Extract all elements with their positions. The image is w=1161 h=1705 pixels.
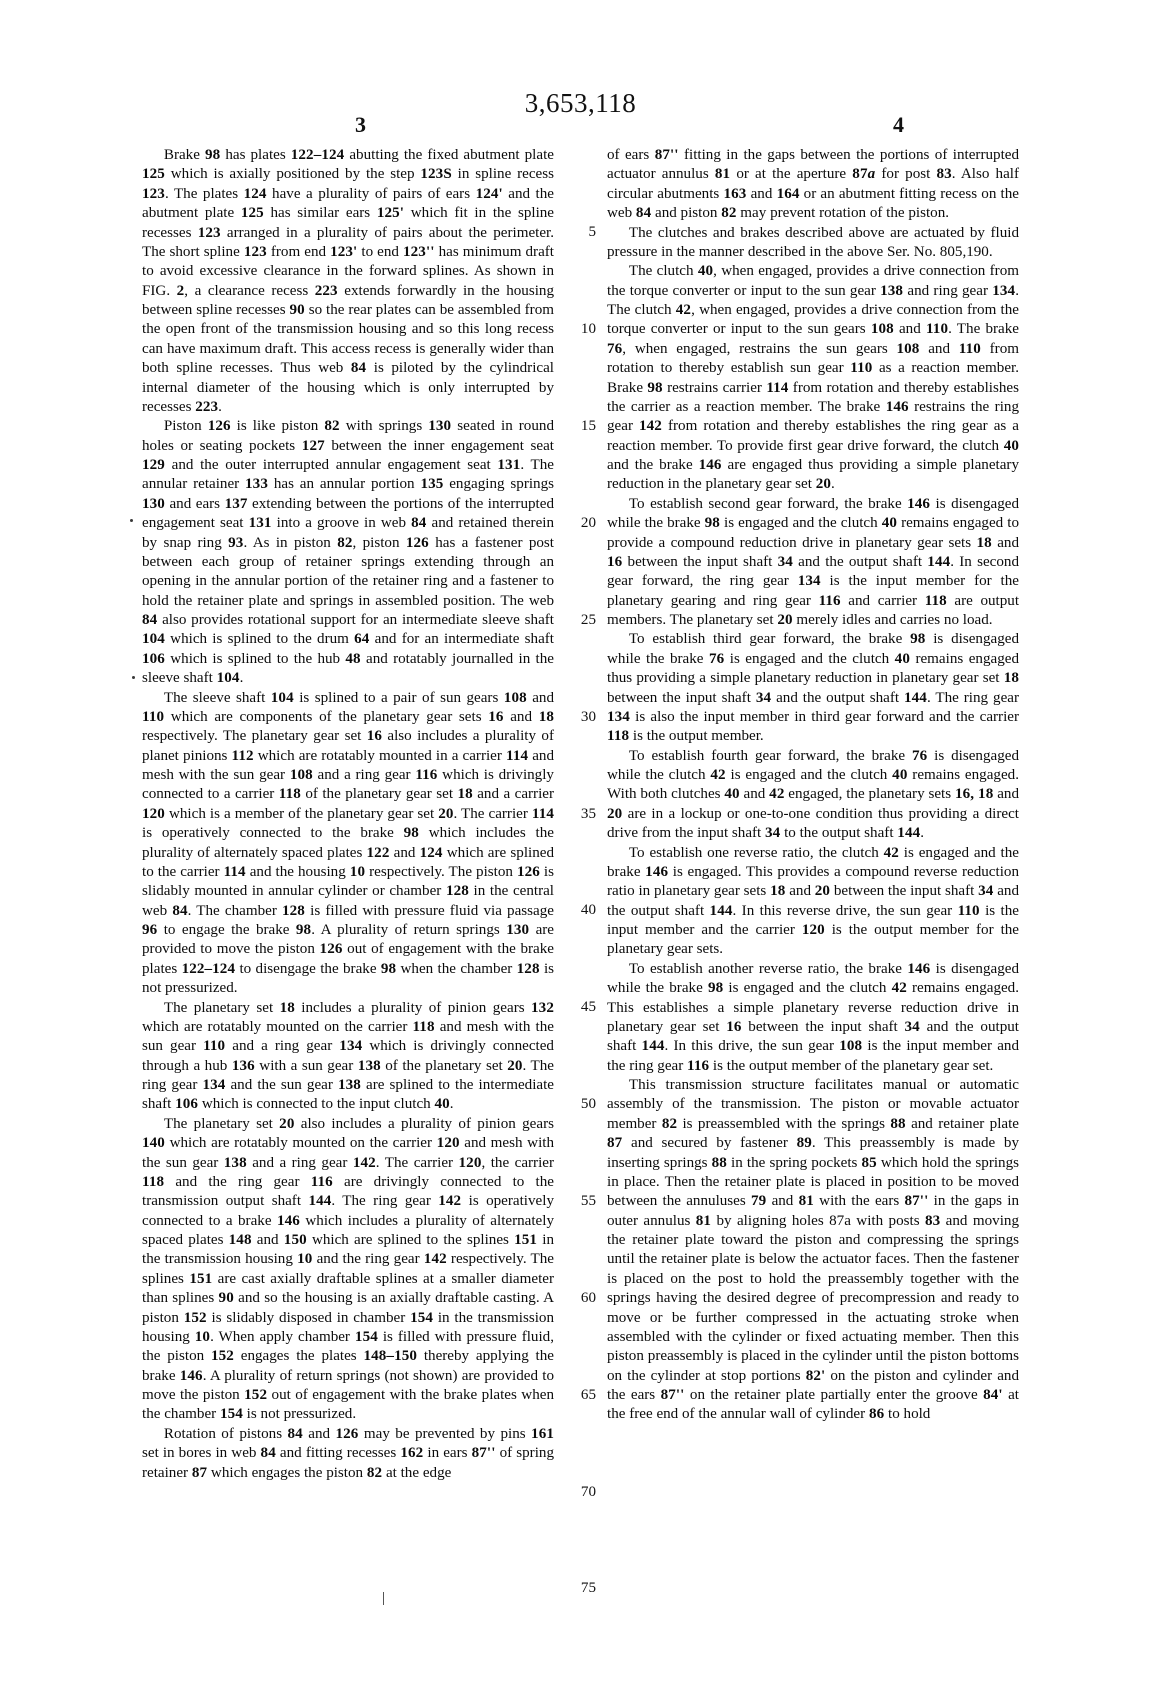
paragraph: Brake 98 has plates 122–124 abutting the fixed abutment plate 125 which is axially positioned by the step 123S in spline recess 123. The plates 124 have a plurality of pairs of ears 124' and the abutment plate 125 has similar ears 125' which fit in the spline recesses 123 arranged in a plurality of pairs about the perimeter. The short spline 123 from end 123' to end 123'' has minimum draft to avoid excessive clearance in the forward splines. As shown in FIG. 2, a clearance recess 223 extends forwardly in the housing between spline recesses 90 so the rear plates can be assembled from the open front of the transmission housing and so this long recess can have maximum draft. This access recess is generally wider than both spline recesses. Thus web 84 is piloted by the cylindrical internal diameter of the housing which is only interrupted by recesses 223. — [142, 147, 555, 415]
line-number: 10 — [580, 321, 596, 338]
paragraph: To establish third gear forward, the brake 98 is disengaged while the brake 76 is engaged and the clutch 40 remains engaged thus providing a simple planetary reduction in planetary gear set 18 between the input shaft 34 and the output shaft 144. The ring gear 134 is also the input member in third gear forward and the carrier 118 is the output member. — [607, 631, 1020, 745]
paragraph: The planetary set 20 also includes a plurality of pinion gears 140 which are rotatably mounted on the carrier 120 and mesh with the sun gear 138 and a ring gear 142. The carrier 120, the carrier 118 and the ring gear 116 are drivingly connected to the transmission output shaft 144. The ring gear 142 is operatively connected to a brake 146 which includes a plurality of alternately spaced plates 148 and 150 which are splined to the splines 151 in the transmission housing 10 and the ring gear 142 respectively. The splines 151 are cast axially draftable splines at a smaller diameter than splines 90 and so the housing is an axially draftable casting. A piston 152 is slidably disposed in chamber 154 in the transmission housing 10. When apply chamber 154 is filled with pressure fluid, the piston 152 engages the plates 148–150 thereby applying the brake 146. A plurality of return springs (not shown) are provided to move the piston 152 out of engagement with the brake plates when the chamber 154 is not pressurized. — [142, 1115, 555, 1423]
column-3-body — [142, 146, 554, 1483]
column-4-body — [607, 146, 1019, 1425]
paragraph: The clutches and brakes described above are actuated by fluid pressure in the manner described in the above Ser. No. 805,190. — [607, 224, 1019, 260]
line-number: 35 — [580, 805, 596, 822]
paragraph: of ears 87'' fitting in the gaps between the portions of interrupted actuator annulus 81 or at the aperture 87a for post 83. Also half circular abutments 163 and 164 or an abutment fitting recess on the web 84 and piston 82 may prevent rotation of the piston. — [607, 147, 1020, 222]
line-number: 45 — [580, 999, 596, 1016]
line-number: 60 — [580, 1289, 596, 1306]
paragraph: The clutch 40, when engaged, provides a drive connection from the torque converter or input to the sun gear 138 and ring gear 134. The clutch 42, when engaged, provides a drive connection from the torque converter or input to the sun gears 108 and 110. The brake 76, when engaged, restrains the sun gears 108 and 110 from rotation to thereby establish sun gear 110 as a reaction member. Brake 98 restrains carrier 114 from rotation and thereby establishes the carrier as a reaction member. The brake 146 restrains the ring gear 142 from rotation and thereby establishes the ring gear as a reaction member. To provide first gear drive forward, the clutch 40 and the brake 146 are engaged thus providing a simple planetary reduction in the planetary gear set 20. — [607, 263, 1020, 493]
line-number: 5 — [588, 224, 596, 241]
scan-artifact-tick — [383, 1592, 384, 1605]
patent-number: 3,653,118 — [524, 88, 637, 118]
paragraph: To establish fourth gear forward, the brake 76 is disengaged while the clutch 42 is engaged and the clutch 40 remains engaged. With both clutches 40 and 42 engaged, the planetary sets 16, 18 and 20 are in a lockup or one-to-one condition thus providing a direct drive from the input shaft 34 to the output shaft 144. — [607, 747, 1019, 842]
line-number: 55 — [580, 1192, 596, 1209]
line-number: 25 — [580, 611, 596, 628]
line-number: 20 — [580, 515, 596, 532]
line-number: 65 — [580, 1386, 596, 1403]
line-number: 15 — [580, 418, 596, 435]
paragraph: To establish second gear forward, the brake 146 is disengaged while the brake 98 is engaged and the clutch 40 remains engaged to provide a compound reduction drive in planetary gear sets 18 and 16 between the input shaft 34 and the output shaft 144. In second gear forward, the ring gear 134 is the input member for the planetary gearing and ring gear 116 and carrier 118 are output members. The planetary set 20 merely idles and carries no load. — [607, 495, 1020, 628]
line-number: 70 — [580, 1483, 596, 1500]
line-number: 50 — [580, 1096, 596, 1113]
paragraph: To establish one reverse ratio, the clutch 42 is engaged and the brake 146 is engaged. This provides a compound reverse reduction ratio in planetary gear sets 18 and 20 between the input shaft 34 and the output shaft 144. In this reverse drive, the sun gear 110 is the input member and the carrier 120 is the output member for the planetary gear sets. — [607, 844, 1020, 958]
scan-artifact-dot — [132, 676, 135, 679]
paragraph: Rotation of pistons 84 and 126 may be prevented by pins 161 set in bores in web 84 and fitting recesses 162 in ears 87'' of spring retainer 87 which engages the piston 82 at the edge — [142, 1425, 554, 1481]
paragraph: Piston 126 is like piston 82 with springs 130 seated in round holes or seating pockets 127 between the inner engagement seat 129 and the outer interrupted annular engagement seat 131. The annular retainer 133 has an annular portion 135 engaging springs 130 and ears 137 extending between the portions of the interrupted engagement seat 131 into a groove in web 84 and retained therein by snap ring 93. As in piston 82, piston 126 has a fastener post between each group of retainer springs extending through an opening in the annular portion of the retainer ring and a fastener to hold the retainer plate and springs in assembled position. The web 84 also provides rotational support for an intermediate sleeve shaft 104 which is splined to the drum 64 and for an intermediate shaft 106 which is splined to the hub 48 and rotatably journalled in the sleeve shaft 104. — [142, 418, 555, 687]
line-number: 30 — [580, 708, 596, 725]
paragraph: This transmission structure facilitates manual or automatic assembly of the transmission. The piston or movable actuator member 82 is preassembled with the springs 88 and retainer plate 87 and secured by fastener 89. This preassembly is made by inserting springs 88 in the spring pockets 85 which hold the springs in place. Then the retainer plate is placed in position to be moved between the annuluses 79 and 81 with the ears 87'' in the gaps in outer annulus 81 by aligning holes 87a with posts 83 and moving the retainer plate toward the piston and compressing the springs until the retainer plate is below the actuator faces. Then the fastener is placed on the post to hold the preassembly together with the springs having the desired degree of precompression and ready to move or be further compressed in the actuating stroke when assembled with the cylinder or fixed actuating member. Then this piston preassembly is placed in the cylinder until the piston bottoms on the cylinder at stop portions 82' on the piston and cylinder and the ears 87'' on the retainer plate partially enter the groove 84' at the free end of the annular wall of cylinder 86 to hold — [607, 1077, 1020, 1423]
paragraph: To establish another reverse ratio, the brake 146 is disengaged while the brake 98 is engaged and the clutch 42 remains engaged. This establishes a simple planetary reverse reduction drive in planetary gear set 16 between the input shaft 34 and the output shaft 144. In this drive, the sun gear 108 is the input member and the ring gear 116 is the output member of the planetary gear set. — [607, 960, 1020, 1074]
line-number: 40 — [580, 902, 596, 919]
line-number: 75 — [580, 1580, 596, 1597]
paragraph: The sleeve shaft 104 is splined to a pair of sun gears 108 and 110 which are components of the planetary gear sets 16 and 18 respectively. The planetary gear set 16 also includes a plurality of planet pinions 112 which are rotatably mounted in a carrier 114 and mesh with the sun gear 108 and a ring gear 116 which is drivingly connected to a carrier 118 of the planetary gear set 18 and a carrier 120 which is a member of the planetary gear set 20. The carrier 114 is operatively connected to the brake 98 which includes the plurality of alternately spaced plates 122 and 124 which are splined to the carrier 114 and the housing 10 respectively. The piston 126 is slidably mounted in annular cylinder or chamber 128 in the central web 84. The chamber 128 is filled with pressure fluid via passage 96 to engage the brake 98. A plurality of return springs 130 are provided to move the piston 126 out of engagement with the brake plates 122–124 to disengage the brake 98 when the chamber 128 is not pressurized. — [142, 689, 555, 997]
scan-artifact-dot — [130, 519, 133, 522]
column-number-right: 4 — [893, 112, 904, 137]
paragraph: The planetary set 18 includes a plurality of pinion gears 132 which are rotatably mounted on the carrier 118 and mesh with the sun gear 110 and a ring gear 134 which is drivingly connected through a hub 136 with a sun gear 138 of the planetary set 20. The ring gear 134 and the sun gear 138 are splined to the intermediate shaft 106 which is connected to the input clutch 40. — [142, 999, 554, 1113]
column-number-left: 3 — [355, 112, 366, 137]
